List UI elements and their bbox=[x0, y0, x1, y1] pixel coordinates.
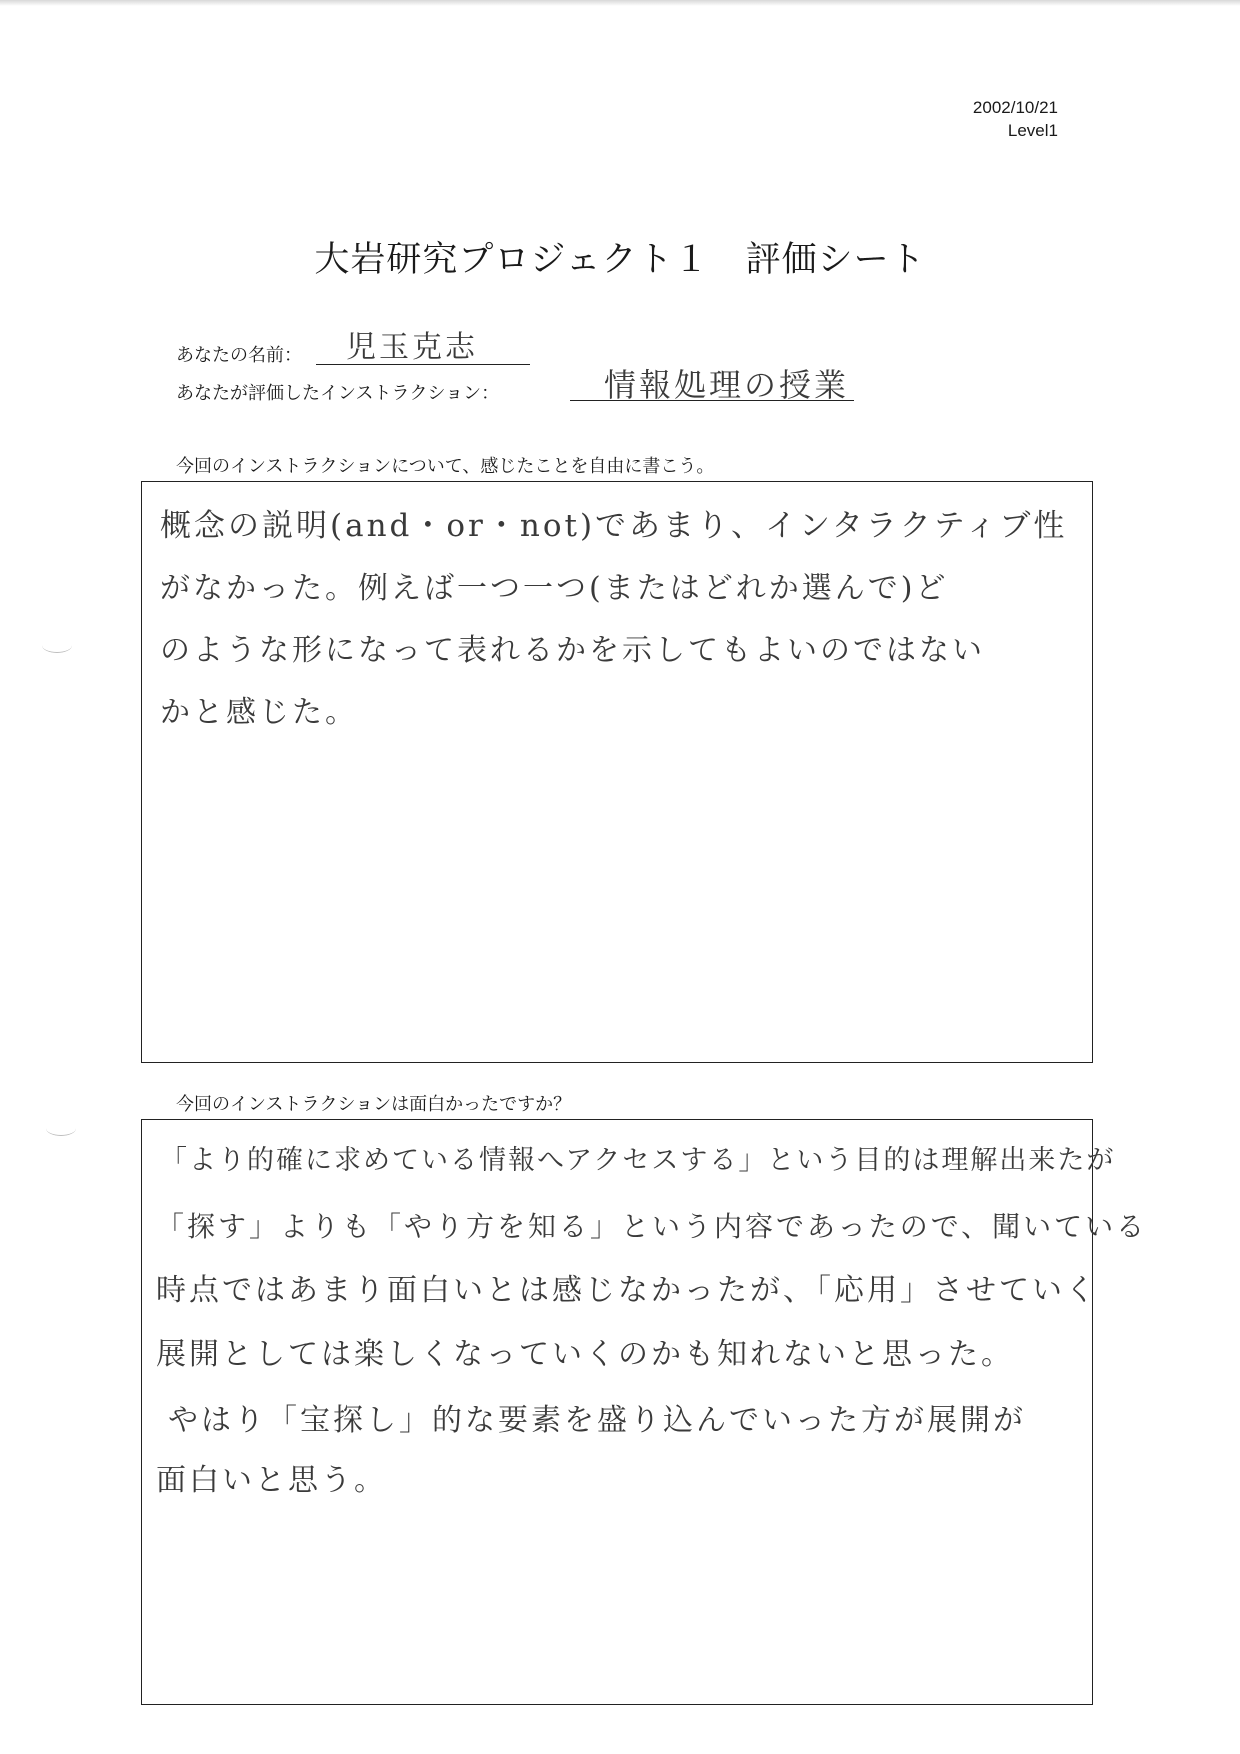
question-1-prompt: 今回のインストラクションについて、感じたことを自由に書こう。 bbox=[176, 456, 715, 477]
answer-2-line-3: 時点ではあまり面白いとは感じなかったが、「応用」させていく bbox=[156, 1273, 1098, 1308]
answer-1-line-1: 概念の説明(and・or・not)であまり、インタラクティブ性 bbox=[160, 508, 1068, 544]
punch-hole-mark bbox=[46, 1121, 76, 1136]
answer-1-line-4: かと感じた。 bbox=[160, 695, 358, 730]
instruction-value: 情報処理の授業 bbox=[604, 366, 850, 404]
question-2-answer-box bbox=[141, 1119, 1148, 1705]
name-value: 児玉克志 bbox=[346, 330, 478, 365]
document-meta bbox=[973, 96, 1058, 142]
page-title: 大岩研究プロジェクト１ 評価シート bbox=[314, 240, 926, 280]
question-2-prompt: 今回のインストラクションは面白かったですか？ bbox=[176, 1094, 572, 1115]
answer-2-line-2: 「探す」よりも「やり方を知る」という内容であったので、聞いている bbox=[156, 1210, 1148, 1243]
document-date: 2002/10/21 bbox=[972, 98, 1058, 117]
name-label: あなたの名前： bbox=[176, 345, 302, 366]
scan-top-edge bbox=[0, 0, 1240, 6]
answer-2-line-6: 面白いと思う。 bbox=[156, 1463, 387, 1498]
answer-2-line-1: 「より的確に求めている情報へアクセスする」という目的は理解出来たが bbox=[160, 1145, 1116, 1176]
punch-hole-mark bbox=[42, 638, 72, 653]
instruction-label: あなたが評価したインストラクション： bbox=[176, 383, 500, 404]
answer-2-line-5: やはり「宝探し」的な要素を盛り込んでいった方が展開が bbox=[168, 1403, 1026, 1438]
answer-1-line-2: がなかった。例えば一つ一つ(またはどれか選んで)ど bbox=[160, 571, 949, 606]
answer-1-line-3: のような形になって表れるかを示してもよいのではない bbox=[160, 633, 985, 668]
question-1-answer-box bbox=[141, 481, 1093, 1063]
document-level: Level1 bbox=[1007, 121, 1058, 140]
answer-2-line-4: 展開としては楽しくなっていくのかも知れないと思った。 bbox=[156, 1337, 1014, 1372]
